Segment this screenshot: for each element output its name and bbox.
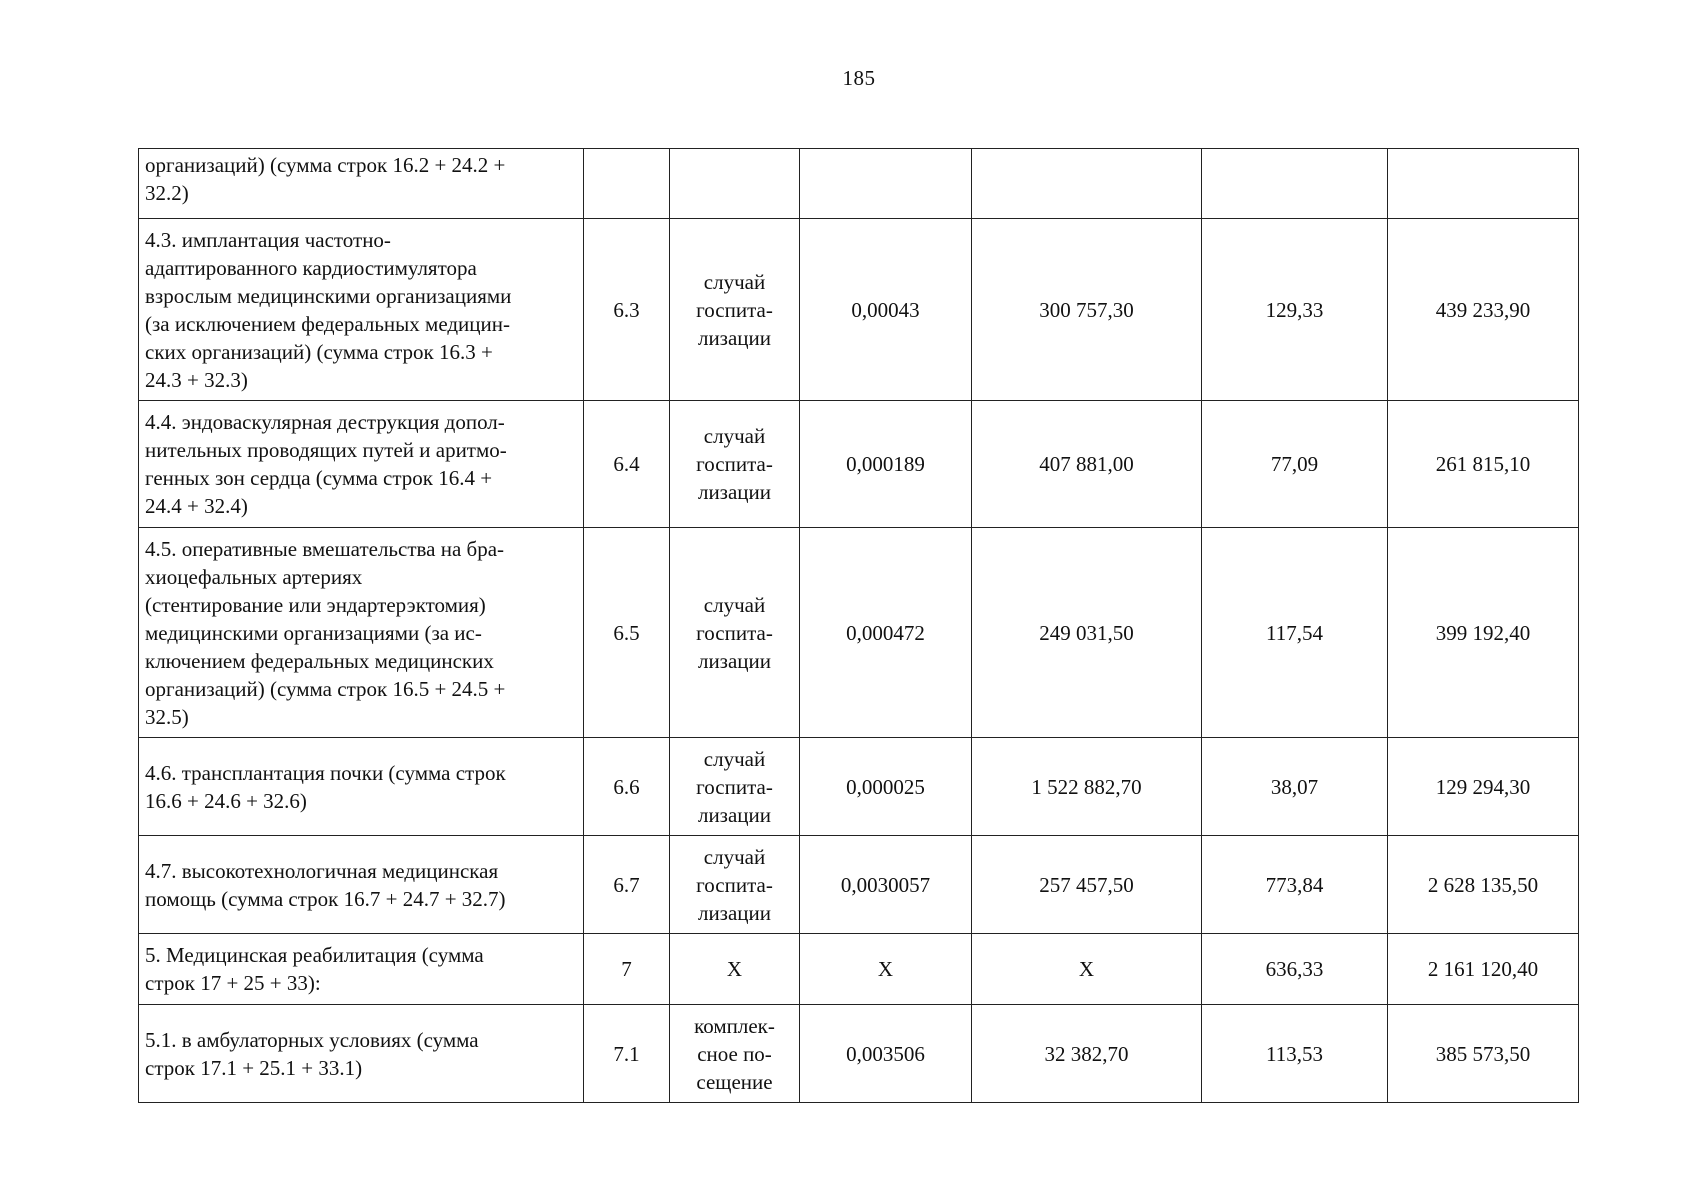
row-name-cell [139, 149, 584, 219]
row-name-cell [139, 401, 584, 528]
unit-cell: комплек- сное по- сещение [670, 1005, 800, 1103]
row-name: 5.1. в амбулаторных условиях (сумма строк 17.1 + 25.1 + 33.1) [145, 1027, 479, 1080]
per-capita-cell: 117,54 [1202, 528, 1388, 738]
line-number-cell: 7.1 [584, 1005, 670, 1103]
cost-cell: 407 881,00 [972, 401, 1202, 528]
unit-cell: случай госпита- лизации [670, 528, 800, 738]
cost-cell: 257 457,50 [972, 836, 1202, 934]
row-name: 4.7. высокотехнологичная медицинская помощь (сумма строк 16.7 + 24.7 + 32.7) [145, 858, 506, 911]
row-name-cell [139, 1005, 584, 1103]
cost-cell: X [972, 934, 1202, 1005]
total-cell: 385 573,50 [1388, 1005, 1579, 1103]
table-row [139, 738, 1579, 836]
cost-cell: 32 382,70 [972, 1005, 1202, 1103]
total-cell: 439 233,90 [1388, 219, 1579, 401]
norm-cell: 0,000025 [800, 738, 972, 836]
per-capita-cell: 38,07 [1202, 738, 1388, 836]
table-row [139, 219, 1579, 401]
unit-cell: случай госпита- лизации [670, 836, 800, 934]
page-number: 185 [842, 66, 876, 90]
line-number-cell: 6.7 [584, 836, 670, 934]
per-capita-cell: 77,09 [1202, 401, 1388, 528]
per-capita-cell: 636,33 [1202, 934, 1388, 1005]
per-capita-cell: 773,84 [1202, 836, 1388, 934]
total-cell [1388, 149, 1579, 219]
cost-cell [972, 149, 1202, 219]
cost-cell: 300 757,30 [972, 219, 1202, 401]
row-name: организаций) (сумма строк 16.2 + 24.2 + 32.2) [145, 153, 506, 205]
norm-cell: 0,000189 [800, 401, 972, 528]
total-cell: 2 161 120,40 [1388, 934, 1579, 1005]
per-capita-cell: 129,33 [1202, 219, 1388, 401]
unit-cell: случай госпита- лизации [670, 738, 800, 836]
unit-cell: X [670, 934, 800, 1005]
total-cell: 399 192,40 [1388, 528, 1579, 738]
line-number-cell: 6.6 [584, 738, 670, 836]
total-cell: 2 628 135,50 [1388, 836, 1579, 934]
row-name: 4.6. трансплантация почки (сумма строк 16.6 + 24.6 + 32.6) [145, 760, 506, 813]
row-name: 4.5. оперативные вмешательства на бра- хиоцефальных артериях (стентирование или эндартерэктомия) медицинскими организациями (за ис- ключением федеральных медицинских организаций) (сумма строк 16.5 + 24.5 + 32.5) [145, 536, 506, 729]
per-capita-cell [1202, 149, 1388, 219]
cost-cell: 249 031,50 [972, 528, 1202, 738]
row-name: 5. Медицинская реабилитация (сумма строк 17 + 25 + 33): [145, 943, 484, 995]
total-cell: 261 815,10 [1388, 401, 1579, 528]
row-name-cell [139, 836, 584, 934]
row-name: 4.3. имплантация частотно- адаптированного кардиостимулятора взрослым медицинскими организациями (за исключением федеральных медицин- ских организаций) (сумма строк 16.3 + 24.3 + 32.3) [145, 227, 512, 392]
norm-cell: X [800, 934, 972, 1005]
row-name-cell [139, 738, 584, 836]
unit-cell: случай госпита- лизации [670, 219, 800, 401]
data-table [138, 148, 1579, 1103]
table-row [139, 836, 1579, 934]
norm-cell [800, 149, 972, 219]
table-row [139, 401, 1579, 528]
line-number-cell: 6.3 [584, 219, 670, 401]
total-cell: 129 294,30 [1388, 738, 1579, 836]
cost-cell: 1 522 882,70 [972, 738, 1202, 836]
table-row [139, 149, 1579, 219]
unit-cell [670, 149, 800, 219]
table-row [139, 934, 1579, 1005]
norm-cell: 0,00043 [800, 219, 972, 401]
norm-cell: 0,003506 [800, 1005, 972, 1103]
per-capita-cell: 113,53 [1202, 1005, 1388, 1103]
line-number-cell: 6.4 [584, 401, 670, 528]
row-name-cell [139, 219, 584, 401]
row-name-cell [139, 528, 584, 738]
table-row [139, 1005, 1579, 1103]
norm-cell: 0,0030057 [800, 836, 972, 934]
line-number-cell [584, 149, 670, 219]
norm-cell: 0,000472 [800, 528, 972, 738]
row-name-cell [139, 934, 584, 1005]
unit-cell: случай госпита- лизации [670, 401, 800, 528]
line-number-cell: 7 [584, 934, 670, 1005]
line-number-cell: 6.5 [584, 528, 670, 738]
table-row [139, 528, 1579, 738]
row-name: 4.4. эндоваскулярная деструкция допол- нительных проводящих путей и аритмо- генных зон сердца (сумма строк 16.4 + 24.4 + 32.4) [145, 410, 507, 518]
